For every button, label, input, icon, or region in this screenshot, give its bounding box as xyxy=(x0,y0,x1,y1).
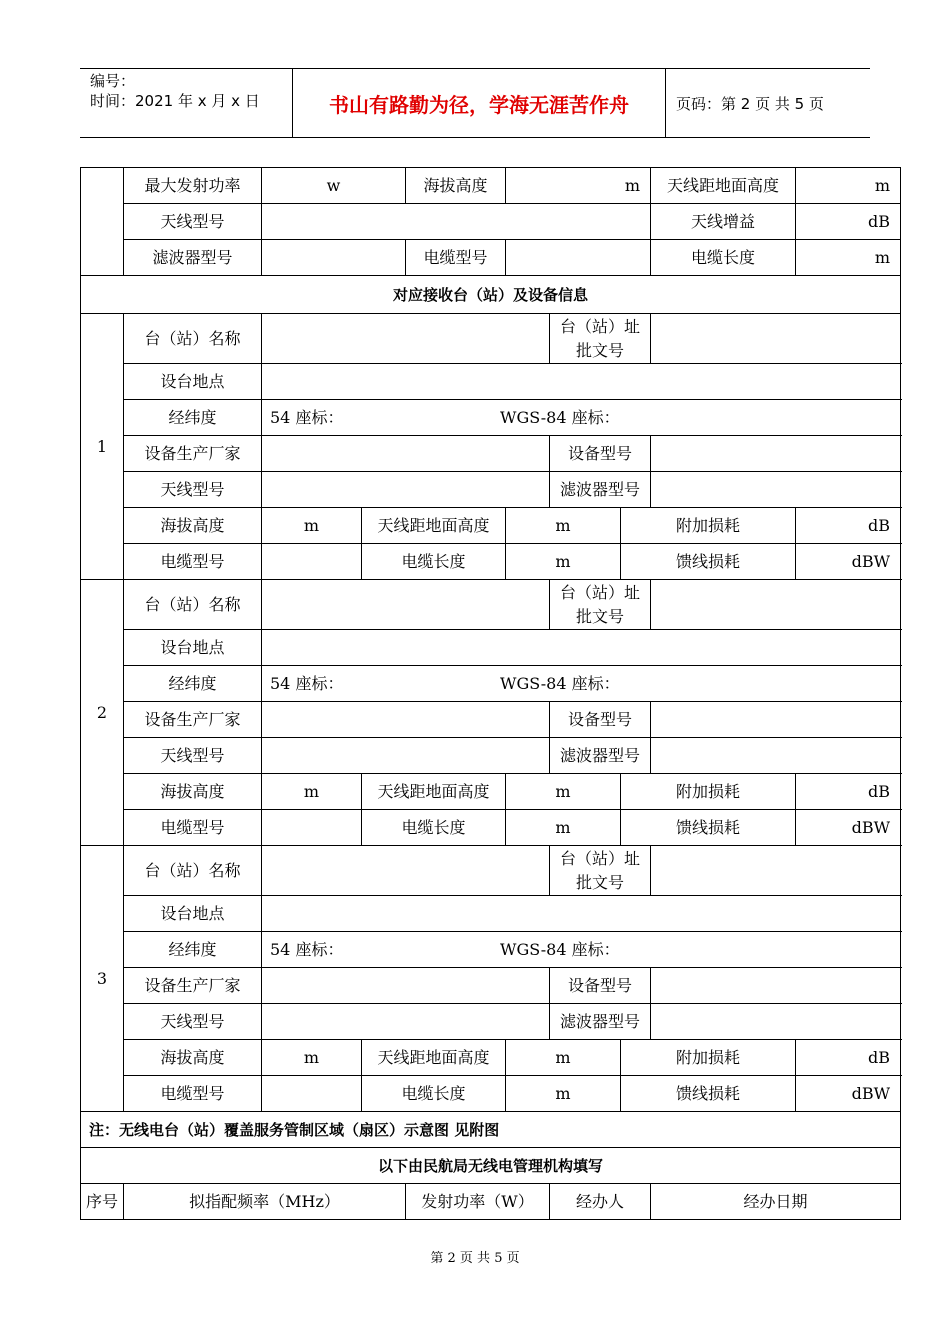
rx-feeder-loss-unit: dBW xyxy=(796,1076,901,1112)
tx-cable-length-label: 电缆长度 xyxy=(651,240,796,276)
rx-row-altitude xyxy=(81,774,901,810)
rx-feeder-loss-label: 馈线损耗 xyxy=(621,1076,796,1112)
rx-station-name-label: 台（站）名称 xyxy=(124,846,262,896)
rx-cable-model-label: 电缆型号 xyxy=(124,1076,262,1112)
rx-ant-height-label: 天线距地面高度 xyxy=(362,1040,506,1076)
rx-feeder-loss-unit: dBW xyxy=(796,810,901,846)
rx-location-label: 设台地点 xyxy=(124,364,262,400)
rx-ant-height-unit: m xyxy=(506,774,621,810)
rx-lonlat-label: 经纬度 xyxy=(124,932,262,968)
rx-coord54-label: 54 座标： xyxy=(270,407,344,427)
rx-row-manufacturer xyxy=(81,968,901,1004)
rx-lonlat-value xyxy=(262,400,901,436)
rx-extra-loss-unit: dB xyxy=(796,774,901,810)
rx-device-model-value xyxy=(651,702,901,738)
rx-cable-length-unit: m xyxy=(506,544,621,580)
rx-altitude-unit: m xyxy=(262,774,362,810)
caac-section-title: 以下由民航局无线电管理机构填写 xyxy=(81,1148,901,1184)
station-form-table xyxy=(80,167,901,1220)
rx-filter-label: 滤波器型号 xyxy=(550,738,651,774)
tx-cable-model-value xyxy=(506,240,651,276)
caac-col-handler: 经办人 xyxy=(550,1184,651,1220)
rx-row-manufacturer xyxy=(81,702,901,738)
header-left xyxy=(80,69,293,137)
tx-index-cell xyxy=(81,168,124,276)
rx-row-altitude xyxy=(81,508,901,544)
rx-station-name-label: 台（站）名称 xyxy=(124,580,262,630)
tx-row-filter xyxy=(81,240,901,276)
rx-station-name-value xyxy=(262,314,550,364)
rx-feeder-loss-label: 馈线损耗 xyxy=(621,810,796,846)
rx-group-index: 2 xyxy=(81,580,124,846)
rx-manufacturer-value xyxy=(262,968,550,1004)
tx-filter-label: 滤波器型号 xyxy=(124,240,262,276)
rx-altitude-unit: m xyxy=(262,1040,362,1076)
rx-location-value xyxy=(262,630,901,666)
rx-row-location xyxy=(81,896,901,932)
rx-ant-height-unit: m xyxy=(506,508,621,544)
max-power-unit: w xyxy=(262,168,406,204)
rx-approval-value xyxy=(651,580,901,630)
rx-ant-model-value xyxy=(262,738,550,774)
tx-ant-model-value xyxy=(262,204,651,240)
tx-cable-length-unit: m xyxy=(796,240,901,276)
tx-ant-height-unit: m xyxy=(796,168,901,204)
rx-lonlat-label: 经纬度 xyxy=(124,400,262,436)
caac-col-date: 经办日期 xyxy=(651,1184,901,1220)
rx-cable-model-value xyxy=(262,544,362,580)
rx-ant-model-label: 天线型号 xyxy=(124,738,262,774)
caac-col-seq: 序号 xyxy=(81,1184,124,1220)
rx-location-value xyxy=(262,364,901,400)
rx-manufacturer-label: 设备生产厂家 xyxy=(124,436,262,472)
rx-row-antenna xyxy=(81,738,901,774)
receiver-groups xyxy=(81,314,901,1112)
receive-title-row xyxy=(81,276,901,314)
tx-ant-model-label: 天线型号 xyxy=(124,204,262,240)
rx-extra-loss-unit: dB xyxy=(796,1040,901,1076)
caac-col-power: 发射功率（W） xyxy=(406,1184,550,1220)
rx-row-cable xyxy=(81,544,901,580)
rx-altitude-label: 海拔高度 xyxy=(124,1040,262,1076)
rx-row-lonlat xyxy=(81,400,901,436)
rx-row-location xyxy=(81,364,901,400)
rx-row-lonlat xyxy=(81,666,901,702)
rx-row-altitude xyxy=(81,1040,901,1076)
rx-device-model-label: 设备型号 xyxy=(550,436,651,472)
rx-row-antenna xyxy=(81,1004,901,1040)
receive-section-title: 对应接收台（站）及设备信息 xyxy=(81,276,901,314)
rx-row-name xyxy=(81,314,901,364)
rx-filter-label: 滤波器型号 xyxy=(550,1004,651,1040)
rx-wgs84-label: WGS-84 座标： xyxy=(500,939,620,959)
rx-filter-value xyxy=(651,1004,901,1040)
motto: 书山有路勤为径，学海无涯苦作舟 xyxy=(293,69,666,137)
rx-filter-value xyxy=(651,738,901,774)
rx-cable-model-value xyxy=(262,810,362,846)
rx-cable-length-unit: m xyxy=(506,1076,621,1112)
caac-col-freq: 拟指配频率（MHz） xyxy=(124,1184,406,1220)
rx-row-antenna xyxy=(81,472,901,508)
tx-altitude-unit: m xyxy=(506,168,651,204)
rx-approval-value xyxy=(651,314,901,364)
rx-altitude-label: 海拔高度 xyxy=(124,508,262,544)
rx-cable-model-label: 电缆型号 xyxy=(124,810,262,846)
rx-row-location xyxy=(81,630,901,666)
note-row xyxy=(81,1112,901,1148)
rx-extra-loss-label: 附加损耗 xyxy=(621,508,796,544)
tx-filter-value xyxy=(262,240,406,276)
rx-approval-label: 台（站）址批文号 xyxy=(550,314,651,364)
rx-device-model-value xyxy=(651,436,901,472)
rx-row-cable xyxy=(81,810,901,846)
page-header xyxy=(80,68,870,138)
rx-feeder-loss-label: 馈线损耗 xyxy=(621,544,796,580)
rx-manufacturer-label: 设备生产厂家 xyxy=(124,968,262,1004)
coverage-note: 注：无线电台（站）覆盖服务管制区域（扇区）示意图 见附图 xyxy=(81,1112,901,1148)
rx-device-model-label: 设备型号 xyxy=(550,968,651,1004)
rx-wgs84-label: WGS-84 座标： xyxy=(500,407,620,427)
caac-header-row xyxy=(81,1184,901,1220)
caac-title-row xyxy=(81,1148,901,1184)
rx-feeder-loss-unit: dBW xyxy=(796,544,901,580)
rx-ant-height-label: 天线距地面高度 xyxy=(362,508,506,544)
rx-extra-loss-unit: dB xyxy=(796,508,901,544)
rx-lonlat-value xyxy=(262,666,901,702)
rx-approval-label: 台（站）址批文号 xyxy=(550,846,651,896)
rx-cable-length-label: 电缆长度 xyxy=(362,1076,506,1112)
tx-ant-gain-label: 天线增益 xyxy=(651,204,796,240)
serial-label: 编号： xyxy=(90,72,136,90)
rx-cable-model-label: 电缆型号 xyxy=(124,544,262,580)
rx-approval-value xyxy=(651,846,901,896)
rx-cable-length-label: 电缆长度 xyxy=(362,810,506,846)
rx-lonlat-value xyxy=(262,932,901,968)
rx-device-model-label: 设备型号 xyxy=(550,702,651,738)
rx-lonlat-label: 经纬度 xyxy=(124,666,262,702)
rx-cable-length-label: 电缆长度 xyxy=(362,544,506,580)
rx-wgs84-label: WGS-84 座标： xyxy=(500,673,620,693)
rx-location-value xyxy=(262,896,901,932)
max-power-label: 最大发射功率 xyxy=(124,168,262,204)
page-indicator: 页码：第 2 页 共 5 页 xyxy=(676,94,824,113)
tx-ant-gain-unit: dB xyxy=(796,204,901,240)
rx-manufacturer-value xyxy=(262,436,550,472)
rx-row-cable xyxy=(81,1076,901,1112)
tx-cable-model-label: 电缆型号 xyxy=(406,240,506,276)
rx-ant-model-value xyxy=(262,1004,550,1040)
rx-cable-model-value xyxy=(262,1076,362,1112)
rx-ant-height-unit: m xyxy=(506,1040,621,1076)
rx-altitude-label: 海拔高度 xyxy=(124,774,262,810)
rx-extra-loss-label: 附加损耗 xyxy=(621,1040,796,1076)
rx-row-name xyxy=(81,846,901,896)
rx-location-label: 设台地点 xyxy=(124,896,262,932)
rx-row-name xyxy=(81,580,901,630)
rx-ant-model-label: 天线型号 xyxy=(124,1004,262,1040)
rx-station-name-value xyxy=(262,580,550,630)
rx-location-label: 设台地点 xyxy=(124,630,262,666)
rx-ant-height-label: 天线距地面高度 xyxy=(362,774,506,810)
tx-ant-height-label: 天线距地面高度 xyxy=(651,168,796,204)
rx-approval-label: 台（站）址批文号 xyxy=(550,580,651,630)
rx-group-index: 3 xyxy=(81,846,124,1112)
rx-ant-model-label: 天线型号 xyxy=(124,472,262,508)
rx-filter-label: 滤波器型号 xyxy=(550,472,651,508)
rx-filter-value xyxy=(651,472,901,508)
page-footer: 第 2 页 共 5 页 xyxy=(430,1251,520,1266)
rx-extra-loss-label: 附加损耗 xyxy=(621,774,796,810)
rx-coord54-label: 54 座标： xyxy=(270,673,344,693)
rx-manufacturer-label: 设备生产厂家 xyxy=(124,702,262,738)
rx-row-manufacturer xyxy=(81,436,901,472)
tx-row-power xyxy=(81,168,901,204)
tx-row-antenna xyxy=(81,204,901,240)
rx-station-name-value xyxy=(262,846,550,896)
tx-altitude-label: 海拔高度 xyxy=(406,168,506,204)
rx-cable-length-unit: m xyxy=(506,810,621,846)
rx-ant-model-value xyxy=(262,472,550,508)
rx-device-model-value xyxy=(651,968,901,1004)
rx-altitude-unit: m xyxy=(262,508,362,544)
rx-group-index: 1 xyxy=(81,314,124,580)
rx-coord54-label: 54 座标： xyxy=(270,939,344,959)
date-text: 时间：2021 年 x 月 x 日 xyxy=(90,92,260,110)
rx-manufacturer-value xyxy=(262,702,550,738)
rx-row-lonlat xyxy=(81,932,901,968)
rx-station-name-label: 台（站）名称 xyxy=(124,314,262,364)
